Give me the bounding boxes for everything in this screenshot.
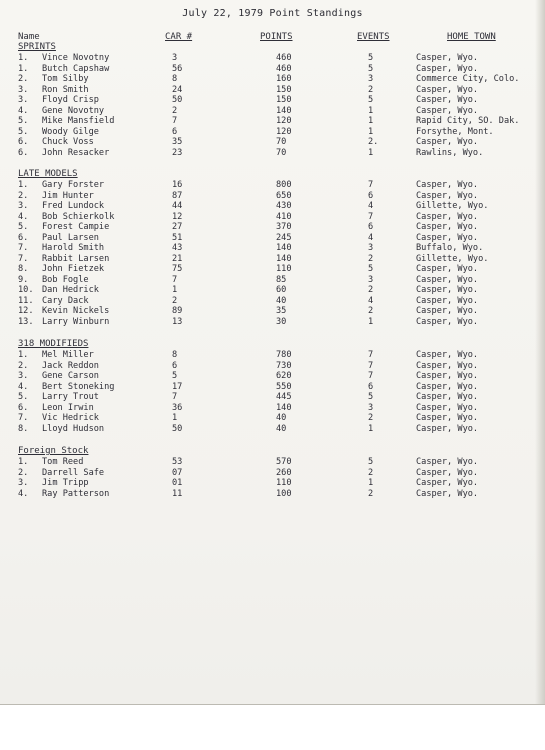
car-number: 21 xyxy=(172,253,183,264)
car-number: 27 xyxy=(172,222,183,232)
points-value: 260 xyxy=(276,467,292,478)
home-town: Casper, Wyo. xyxy=(416,478,479,488)
driver-name: Rabbit Larsen xyxy=(42,253,110,264)
table-row xyxy=(0,306,545,317)
home-town: Casper, Wyo. xyxy=(416,105,479,116)
points-value: 550 xyxy=(276,381,292,392)
driver-name: Darrell Safe xyxy=(42,467,105,478)
events-count: 7 xyxy=(368,180,374,190)
home-town: Casper, Wyo. xyxy=(416,350,479,360)
row-position: 1. xyxy=(18,457,29,467)
row-position: 3. xyxy=(18,84,29,95)
row-position: 4. xyxy=(18,381,29,392)
events-count: 1 xyxy=(368,423,374,434)
car-number: 24 xyxy=(172,84,183,95)
car-number: 7 xyxy=(172,116,178,126)
points-value: 120 xyxy=(276,116,292,126)
header-points: POINTS xyxy=(260,32,293,42)
events-count: 5 xyxy=(368,63,374,74)
home-town: Casper, Wyo. xyxy=(416,190,479,201)
table-row xyxy=(0,233,545,244)
row-position: 2. xyxy=(18,190,29,201)
points-value: 140 xyxy=(276,105,292,116)
home-town: Casper, Wyo. xyxy=(416,360,479,371)
table-row xyxy=(0,275,545,286)
driver-name: Vince Novotny xyxy=(42,53,110,63)
points-value: 570 xyxy=(276,457,292,467)
events-count: 7 xyxy=(368,360,374,371)
table-row xyxy=(0,392,545,403)
points-value: 800 xyxy=(276,180,292,190)
driver-name: Fred Lundock xyxy=(42,201,105,211)
events-count: 2 xyxy=(368,467,374,478)
car-number: 7 xyxy=(172,392,178,402)
table-row xyxy=(0,413,545,424)
events-count: 1 xyxy=(368,147,374,158)
home-town: Casper, Wyo. xyxy=(416,95,479,105)
events-count: 3 xyxy=(368,74,374,84)
section-rows xyxy=(0,53,545,158)
car-number: 50 xyxy=(172,423,183,434)
car-number: 07 xyxy=(172,467,183,478)
row-position: 1. xyxy=(18,53,29,63)
driver-name: Forest Campie xyxy=(42,222,110,232)
home-town: Gillette, Wyo. xyxy=(416,201,489,211)
table-row xyxy=(0,468,545,479)
points-value: 85 xyxy=(276,274,287,285)
table-row xyxy=(0,95,545,106)
driver-name: Jim Tripp xyxy=(42,478,89,488)
row-position: 10. xyxy=(18,285,34,295)
home-town: Casper, Wyo. xyxy=(416,402,479,413)
car-number: 8 xyxy=(172,350,178,360)
table-row xyxy=(0,201,545,212)
events-count: 2 xyxy=(368,413,374,423)
points-value: 30 xyxy=(276,316,287,327)
home-town: Casper, Wyo. xyxy=(416,63,479,74)
table-row xyxy=(0,85,545,96)
home-town: Forsythe, Mont. xyxy=(416,126,494,137)
car-number: 53 xyxy=(172,457,183,467)
points-value: 140 xyxy=(276,253,292,264)
events-count: 3 xyxy=(368,274,374,285)
points-value: 100 xyxy=(276,488,292,499)
table-row xyxy=(0,424,545,435)
home-town: Rapid City, SO. Dak. xyxy=(416,116,520,126)
driver-name: Butch Capshaw xyxy=(42,63,110,74)
driver-name: Leon Irwin xyxy=(42,402,94,413)
row-position: 4. xyxy=(18,105,29,116)
driver-name: Jack Reddon xyxy=(42,360,99,371)
points-value: 650 xyxy=(276,190,292,201)
row-position: 1. xyxy=(18,180,29,190)
table-row xyxy=(0,222,545,233)
events-count: 4 xyxy=(368,201,374,211)
events-count: 3 xyxy=(368,243,374,253)
row-position: 3. xyxy=(18,95,29,105)
events-count: 1 xyxy=(368,126,374,137)
events-count: 5 xyxy=(368,264,374,274)
home-town: Casper, Wyo. xyxy=(416,316,479,327)
home-town: Casper, Wyo. xyxy=(416,381,479,392)
points-value: 35 xyxy=(276,306,287,316)
row-position: 6. xyxy=(18,232,29,243)
events-count: 5 xyxy=(368,53,374,63)
section-rows xyxy=(0,180,545,327)
points-value: 140 xyxy=(276,243,292,253)
section-title: SPRINTS xyxy=(18,42,56,52)
points-value: 730 xyxy=(276,360,292,371)
section-rows xyxy=(0,457,545,499)
points-value: 780 xyxy=(276,350,292,360)
events-count: 2. xyxy=(368,137,379,147)
row-position: 6. xyxy=(18,147,29,158)
points-value: 245 xyxy=(276,232,292,243)
row-position: 8. xyxy=(18,264,29,274)
driver-name: Chuck Voss xyxy=(42,137,94,147)
car-number: 2 xyxy=(172,105,178,116)
table-row xyxy=(0,317,545,328)
points-value: 370 xyxy=(276,222,292,232)
driver-name: Jim Hunter xyxy=(42,190,94,201)
driver-name: Bob Fogle xyxy=(42,274,89,285)
row-position: 1. xyxy=(18,350,29,360)
car-number: 16 xyxy=(172,180,183,190)
car-number: 7 xyxy=(172,274,178,285)
row-position: 6. xyxy=(18,137,29,147)
points-value: 70 xyxy=(276,147,287,158)
events-count: 6 xyxy=(368,190,374,201)
car-number: 75 xyxy=(172,264,183,274)
events-count: 1 xyxy=(368,316,374,327)
events-count: 4 xyxy=(368,232,374,243)
points-value: 150 xyxy=(276,84,292,95)
points-value: 160 xyxy=(276,74,292,84)
events-count: 1 xyxy=(368,116,374,126)
points-value: 460 xyxy=(276,53,292,63)
header-car: CAR # xyxy=(165,32,193,42)
driver-name: Harold Smith xyxy=(42,243,105,253)
driver-name: John Fietzek xyxy=(42,264,105,274)
points-value: 140 xyxy=(276,402,292,413)
row-position: 4. xyxy=(18,211,29,222)
home-town: Casper, Wyo. xyxy=(416,413,479,423)
row-position: 7. xyxy=(18,413,29,423)
table-row xyxy=(0,361,545,372)
driver-name: Kevin Nickels xyxy=(42,306,110,316)
points-value: 445 xyxy=(276,392,292,402)
events-count: 5 xyxy=(368,95,374,105)
row-position: 3. xyxy=(18,371,29,381)
home-town: Rawlins, Wyo. xyxy=(416,147,484,158)
points-value: 460 xyxy=(276,63,292,74)
events-count: 1 xyxy=(368,478,374,488)
car-number: 89 xyxy=(172,306,183,316)
events-count: 2 xyxy=(368,488,374,499)
row-position: 2. xyxy=(18,360,29,371)
table-row xyxy=(0,53,545,64)
section-title: Foreign Stock xyxy=(18,446,89,456)
row-position: 11. xyxy=(18,295,34,306)
home-town: Casper, Wyo. xyxy=(416,180,479,190)
events-count: 7 xyxy=(368,211,374,222)
points-value: 410 xyxy=(276,211,292,222)
driver-name: Dan Hedrick xyxy=(42,285,99,295)
scan-background xyxy=(0,705,545,750)
table-row xyxy=(0,457,545,468)
car-number: 6 xyxy=(172,126,178,137)
section-rows xyxy=(0,350,545,434)
car-number: 51 xyxy=(172,232,183,243)
table-row xyxy=(0,478,545,489)
events-count: 6 xyxy=(368,222,374,232)
table-row xyxy=(0,254,545,265)
points-value: 40 xyxy=(276,413,287,423)
table-row xyxy=(0,137,545,148)
events-count: 2 xyxy=(368,306,374,316)
row-position: 2. xyxy=(18,467,29,478)
home-town: Casper, Wyo. xyxy=(416,232,479,243)
driver-name: Tom Silby xyxy=(42,74,89,84)
car-number: 11 xyxy=(172,488,183,499)
events-count: 2 xyxy=(368,253,374,264)
driver-name: Lloyd Hudson xyxy=(42,423,105,434)
points-value: 620 xyxy=(276,371,292,381)
points-value: 60 xyxy=(276,285,287,295)
home-town: Casper, Wyo. xyxy=(416,423,479,434)
row-position: 5. xyxy=(18,126,29,137)
home-town: Casper, Wyo. xyxy=(416,371,479,381)
home-town: Casper, Wyo. xyxy=(416,285,479,295)
table-row xyxy=(0,350,545,361)
header-events: EVENTS xyxy=(357,32,390,42)
section-title: LATE MODELS xyxy=(18,169,78,179)
header-home-town: HOME TOWN xyxy=(447,32,496,42)
driver-name: Cary Dack xyxy=(42,295,89,306)
driver-name: Ray Patterson xyxy=(42,488,110,499)
driver-name: Bert Stoneking xyxy=(42,381,115,392)
home-town: Commerce City, Colo. xyxy=(416,74,520,84)
column-headers xyxy=(0,32,545,46)
driver-name: Vic Hedrick xyxy=(42,413,99,423)
car-number: 44 xyxy=(172,201,183,211)
row-position: 7. xyxy=(18,243,29,253)
table-row xyxy=(0,371,545,382)
home-town: Casper, Wyo. xyxy=(416,306,479,316)
home-town: Gillette, Wyo. xyxy=(416,253,489,264)
car-number: 23 xyxy=(172,147,183,158)
home-town: Casper, Wyo. xyxy=(416,53,479,63)
table-row xyxy=(0,212,545,223)
driver-name: Larry Trout xyxy=(42,392,99,402)
events-count: 2 xyxy=(368,285,374,295)
header-name: Name xyxy=(18,32,40,42)
table-row xyxy=(0,285,545,296)
home-town: Casper, Wyo. xyxy=(416,84,479,95)
section-title: 318 MODIFIEDS xyxy=(18,339,89,349)
document-title: July 22, 1979 Point Standings xyxy=(182,8,363,19)
events-count: 4 xyxy=(368,295,374,306)
home-town: Casper, Wyo. xyxy=(416,392,479,402)
row-position: 6. xyxy=(18,402,29,413)
driver-name: Larry Winburn xyxy=(42,316,110,327)
car-number: 56 xyxy=(172,63,183,74)
car-number: 3 xyxy=(172,53,178,63)
home-town: Casper, Wyo. xyxy=(416,467,479,478)
car-number: 35 xyxy=(172,137,183,147)
events-count: 2 xyxy=(368,84,374,95)
car-number: 50 xyxy=(172,95,183,105)
table-row xyxy=(0,148,545,159)
home-town: Casper, Wyo. xyxy=(416,457,479,467)
driver-name: Mike Mansfield xyxy=(42,116,115,126)
car-number: 1 xyxy=(172,413,178,423)
events-count: 7 xyxy=(368,371,374,381)
row-position: 9. xyxy=(18,274,29,285)
home-town: Casper, Wyo. xyxy=(416,137,479,147)
driver-name: Woody Gilge xyxy=(42,126,99,137)
events-count: 3 xyxy=(368,402,374,413)
points-value: 110 xyxy=(276,264,292,274)
events-count: 1 xyxy=(368,105,374,116)
table-row xyxy=(0,191,545,202)
driver-name: Bob Schierkolk xyxy=(42,211,115,222)
home-town: Casper, Wyo. xyxy=(416,211,479,222)
home-town: Buffalo, Wyo. xyxy=(416,243,484,253)
table-row xyxy=(0,106,545,117)
driver-name: Gene Carson xyxy=(42,371,99,381)
table-row xyxy=(0,264,545,275)
points-value: 40 xyxy=(276,295,287,306)
row-position: 12. xyxy=(18,306,34,316)
row-position: 3. xyxy=(18,478,29,488)
driver-name: Gary Forster xyxy=(42,180,105,190)
row-position: 5. xyxy=(18,392,29,402)
row-position: 1. xyxy=(18,63,29,74)
table-row xyxy=(0,64,545,75)
driver-name: Ron Smith xyxy=(42,84,89,95)
driver-name: Paul Larsen xyxy=(42,232,99,243)
car-number: 36 xyxy=(172,402,183,413)
home-town: Casper, Wyo. xyxy=(416,295,479,306)
table-row xyxy=(0,116,545,127)
row-position: 13. xyxy=(18,316,34,327)
points-value: 40 xyxy=(276,423,287,434)
car-number: 5 xyxy=(172,371,178,381)
points-value: 70 xyxy=(276,137,287,147)
points-value: 110 xyxy=(276,478,292,488)
row-position: 2. xyxy=(18,74,29,84)
table-row xyxy=(0,382,545,393)
table-row xyxy=(0,127,545,138)
car-number: 01 xyxy=(172,478,183,488)
table-row xyxy=(0,180,545,191)
car-number: 17 xyxy=(172,381,183,392)
car-number: 12 xyxy=(172,211,183,222)
table-row xyxy=(0,403,545,414)
driver-name: Tom Reed xyxy=(42,457,84,467)
row-position: 5. xyxy=(18,222,29,232)
car-number: 8 xyxy=(172,74,178,84)
car-number: 2 xyxy=(172,295,178,306)
home-town: Casper, Wyo. xyxy=(416,264,479,274)
table-row xyxy=(0,489,545,500)
table-row xyxy=(0,74,545,85)
events-count: 7 xyxy=(368,350,374,360)
events-count: 6 xyxy=(368,381,374,392)
row-position: 5. xyxy=(18,116,29,126)
events-count: 5 xyxy=(368,457,374,467)
car-number: 1 xyxy=(172,285,178,295)
row-position: 7. xyxy=(18,253,29,264)
driver-name: Mel Miller xyxy=(42,350,94,360)
driver-name: Floyd Crisp xyxy=(42,95,99,105)
table-row xyxy=(0,296,545,307)
car-number: 6 xyxy=(172,360,178,371)
driver-name: Gene Novotny xyxy=(42,105,105,116)
car-number: 87 xyxy=(172,190,183,201)
car-number: 13 xyxy=(172,316,183,327)
points-value: 150 xyxy=(276,95,292,105)
table-row xyxy=(0,243,545,254)
home-town: Casper, Wyo. xyxy=(416,488,479,499)
home-town: Casper, Wyo. xyxy=(416,222,479,232)
row-position: 4. xyxy=(18,488,29,499)
points-value: 120 xyxy=(276,126,292,137)
row-position: 3. xyxy=(18,201,29,211)
driver-name: John Resacker xyxy=(42,147,110,158)
car-number: 43 xyxy=(172,243,183,253)
row-position: 8. xyxy=(18,423,29,434)
events-count: 5 xyxy=(368,392,374,402)
points-value: 430 xyxy=(276,201,292,211)
home-town: Casper, Wyo. xyxy=(416,274,479,285)
